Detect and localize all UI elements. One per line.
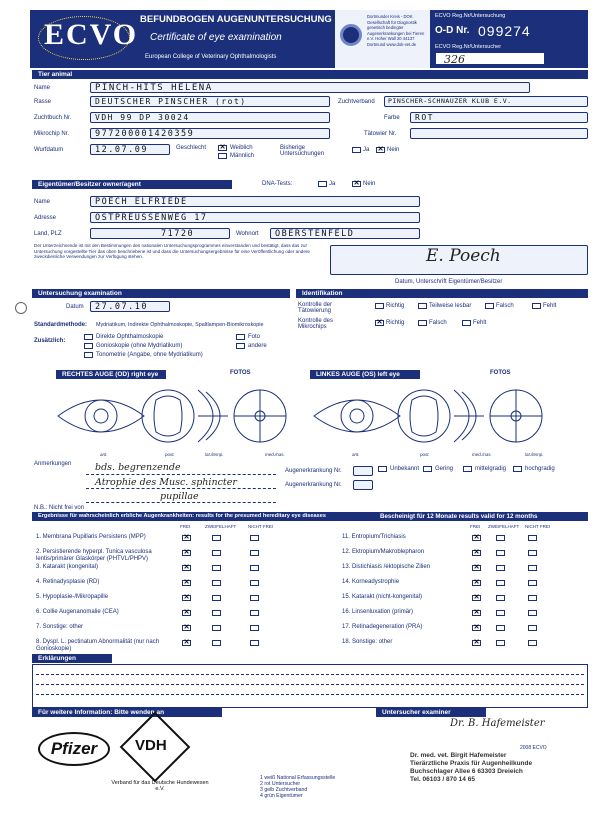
breed-label: Rasse	[34, 99, 52, 105]
result-left-row-3-check-mark: ✕	[183, 564, 190, 571]
chip-field	[90, 128, 330, 139]
result-right-row-8: 18. Sonstige: other	[342, 639, 393, 645]
pfizer-logo	[38, 732, 110, 766]
result-right-row-7-option-2[interactable]	[496, 625, 505, 631]
left-eye-med: lat./temp.	[525, 452, 544, 457]
section-further: Für weitere Information: Bitte wenden an	[32, 708, 222, 717]
copy-3: 3 gelb Zuchtverband	[260, 787, 308, 793]
result-left-row-5-check-mark: ✕	[183, 594, 190, 601]
female-check-mark: ✕	[219, 144, 226, 151]
remarks-line-1	[86, 474, 276, 475]
female-label: Weiblich	[230, 145, 253, 151]
star-ring-icon	[38, 16, 130, 60]
moderate-checkbox[interactable]	[463, 466, 472, 472]
tattoo-check-label: Kontrolle der Tätowierung	[298, 302, 333, 314]
result-right-row-8-check-mark: ✕	[473, 639, 480, 646]
result-right-row-8-option-2[interactable]	[496, 640, 505, 646]
colour: ROT	[415, 113, 434, 122]
result-right-row-3: 13. Distichiasis /ektopische Zilien	[342, 564, 431, 570]
examiner-tel: Tel. 06103 / 870 14 65	[410, 776, 475, 783]
result-left-row-7-option-2[interactable]	[212, 625, 221, 631]
result-left-row-8-option-3[interactable]	[250, 640, 259, 646]
left-eye-ant: ant.	[352, 452, 360, 457]
reg-label-2: ECVO Reg.Nr/Untersucher	[435, 44, 502, 50]
section-explain: Erklärungen interpretation	[32, 654, 112, 663]
footer-year: 2008 ECVO	[520, 745, 547, 751]
result-right-row-8-option-3[interactable]	[528, 640, 537, 646]
city: OBERSTENFELD	[275, 229, 355, 239]
remarks-line-3	[86, 502, 276, 503]
remarks-line-2	[86, 488, 276, 489]
result-right-row-3-option-2[interactable]	[496, 565, 505, 571]
section-valid: Bescheinigt für 12 Monate results valid for 12 months	[380, 513, 538, 520]
address-field	[90, 212, 420, 223]
copy-1: 1 weiß National Erfassungsstelle	[260, 775, 336, 781]
country-label: Land, PLZ	[34, 231, 62, 237]
result-left-row-6-option-2[interactable]	[212, 610, 221, 616]
col-notfree-r: NICHT FREI	[525, 524, 551, 529]
dok-panel	[335, 10, 430, 68]
city-field	[270, 228, 420, 239]
result-left-row-3-option-2[interactable]	[212, 565, 221, 571]
owner-name: POECH ELFRIEDE	[95, 197, 188, 207]
animal-name-field	[90, 82, 530, 93]
result-right-row-2-option-3[interactable]	[528, 550, 537, 556]
section-animal: Tier animal	[32, 70, 588, 79]
explain-line-2	[36, 684, 584, 685]
section-identity: Identifikation	[296, 289, 588, 298]
tattoo-wrong-checkbox[interactable]	[485, 303, 494, 309]
declaration-text: Der Unterzeichnende ist mit den Bestimmungen des nationalen Untersuchungsprogrammes einverstanden und bestätigt, dass das zur Untersuchung vorgestellte Tier das oben beschriebene ist und dass die Untersuchungsergebnisse für eine Veröffentlichung oder andere zweckdienliche Verwendungen zur Verfügung stehen.	[34, 243, 310, 260]
result-left-row-2-option-2[interactable]	[212, 550, 221, 556]
result-left-row-4-option-2[interactable]	[212, 580, 221, 586]
result-left-row-2-option-3[interactable]	[250, 550, 259, 556]
disease-label-2: Augenerkrankung Nr.	[285, 482, 342, 488]
animal-name: PINCH-HITS HELENA	[95, 83, 213, 93]
studbook-field	[90, 112, 330, 123]
owner-signature-box	[330, 245, 588, 275]
severe-label: hochgradig	[525, 466, 555, 472]
result-left-row-6-option-3[interactable]	[250, 610, 259, 616]
header-college: European College of Veterinary Ophthalmologists	[145, 54, 277, 60]
breed-field	[90, 96, 330, 107]
result-left-row-6-check-mark: ✕	[183, 609, 190, 616]
result-right-row-1: 11. Entropium/Trichiasis	[342, 534, 406, 540]
owner-name-field	[90, 196, 420, 207]
reg-box	[435, 52, 545, 65]
right-eye-post: post.	[165, 452, 175, 457]
explain-box	[32, 664, 588, 708]
examiner-name: Dr. med. vet. Birgit Hafemeister	[410, 752, 507, 759]
owner-name-label: Name	[34, 199, 51, 205]
result-left-row-1: 1. Membrana Pupillaris Persistens (MPP)	[36, 534, 146, 540]
chip-wrong-checkbox[interactable]	[418, 320, 427, 326]
explain-line-3	[36, 694, 584, 695]
prev-no-label: Nein	[387, 147, 400, 153]
method-text: Mydriatikum, Indirekte Ophthalmoskopie, Spaltlampen-Biomikroskopie	[96, 322, 264, 328]
opt1-label: Direkte Ophthalmoskopie	[96, 334, 164, 340]
remarks-text-3: pupillae	[160, 491, 199, 502]
chip-wrong-label: Falsch	[429, 320, 447, 326]
dob: 12.07.09	[95, 145, 148, 155]
result-right-row-4: 14. Korneadystrophie	[342, 579, 400, 585]
zip-field	[90, 228, 230, 239]
prev-exam-label: Bisherige Untersuchungen	[280, 145, 325, 157]
examiner-address: Buchschlager Allee 6 63303 Dreieich	[410, 768, 523, 775]
header-title: BEFUNDBOGEN AUGENUNTERSUCHUNG	[140, 14, 332, 25]
colour-field	[410, 112, 588, 123]
tattoo-partly-label: Teilweise lesbar	[429, 303, 472, 309]
breeder-label: Zuchtverband	[338, 99, 375, 105]
remarks-text-1: bds. begrenzende	[95, 462, 181, 473]
result-left-row-4-check-mark: ✕	[183, 579, 190, 586]
male-checkbox[interactable]	[218, 153, 227, 159]
result-left-row-4: 4. Retinadysplasie (RD)	[36, 579, 100, 585]
tattoo-correct-checkbox[interactable]	[375, 303, 384, 309]
sex-label: Geschlecht	[176, 145, 207, 151]
studbook-label: Zuchtbuch Nr.	[34, 115, 72, 121]
result-right-row-3-option-3[interactable]	[528, 565, 537, 571]
result-right-row-4-check-mark: ✕	[473, 579, 480, 586]
left-eye-diagram	[312, 382, 544, 450]
breeder-field	[384, 96, 588, 107]
prev-no-check-mark: ✕	[377, 146, 384, 153]
result-left-row-1-option-2[interactable]	[212, 535, 221, 541]
result-right-row-1-option-2[interactable]	[496, 535, 505, 541]
right-eye-ant: ant.	[100, 452, 108, 457]
disease-label-1: Augenerkrankung Nr.	[285, 468, 342, 474]
right-eye-lat: lat./temp.	[205, 452, 224, 457]
severe-checkbox[interactable]	[513, 466, 522, 472]
punch-hole	[15, 302, 27, 314]
opt3-checkbox[interactable]	[84, 352, 93, 358]
result-left-row-5-option-3[interactable]	[250, 595, 259, 601]
other-checkbox[interactable]	[236, 343, 245, 349]
col-notfree-l: NICHT FREI	[248, 524, 274, 529]
exam-date-label: Datum	[66, 304, 84, 310]
result-left-row-8-option-2[interactable]	[212, 640, 221, 646]
reg-label: ECVO Reg.Nr/Untersuchung	[435, 13, 506, 19]
exam-date: 27.07.10	[95, 302, 148, 312]
result-right-row-2-option-2[interactable]	[496, 550, 505, 556]
photo-label: Foto	[248, 334, 261, 340]
od-number: 099274	[478, 23, 531, 39]
remarks-label: Anmerkungen	[34, 461, 72, 467]
examiner-signature: Dr. B. Hafemeister	[450, 718, 545, 729]
od-label: O-D Nr.	[435, 25, 470, 36]
chip-missing-checkbox[interactable]	[462, 320, 471, 326]
breeder: PINSCHER-SCHNAUZER KLUB E.V.	[388, 97, 512, 105]
result-right-row-7-option-3[interactable]	[528, 625, 537, 631]
colour-label: Farbe	[384, 115, 400, 121]
dna-no-check-mark: ✕	[353, 180, 360, 187]
prev-yes-checkbox[interactable]	[352, 147, 361, 153]
tattoo-missing-checkbox[interactable]	[532, 303, 541, 309]
chip-missing-label: Fehlt	[473, 320, 487, 326]
chip-label: Mikrochip Nr.	[34, 131, 70, 137]
result-right-row-6: 16. Linsenluxation (primär)	[342, 609, 414, 615]
result-right-row-2-check-mark: ✕	[473, 549, 480, 556]
animal-name-label: Name	[34, 85, 51, 91]
dob-field	[90, 144, 170, 155]
section-results: Ergebnisse für wahrscheinlich erbliche Augenkrankheiten: results for the presumed hereditary eye diseases	[32, 512, 588, 521]
result-left-row-6: 6. Collie Augenanomalie (CEA)	[36, 609, 119, 615]
result-left-row-4-option-3[interactable]	[250, 580, 259, 586]
result-right-row-6-option-2[interactable]	[496, 610, 505, 616]
result-left-row-8-check-mark: ✕	[183, 639, 190, 646]
tattoo-missing-label: Fehlt	[543, 303, 557, 309]
zip: 71720	[161, 229, 195, 239]
result-left-row-2-check-mark: ✕	[183, 549, 190, 556]
nb-label: N.B.: Nicht frei von	[34, 505, 85, 511]
opt2-checkbox[interactable]	[84, 343, 93, 349]
result-left-row-1-option-3[interactable]	[250, 535, 259, 541]
result-right-row-7-check-mark: ✕	[473, 624, 480, 631]
additional-label: Zusätzlich:	[34, 338, 66, 344]
explain-line-1	[36, 674, 584, 675]
result-right-row-6-check-mark: ✕	[473, 609, 480, 616]
disease-field-2	[353, 480, 373, 490]
studbook: VDH 99 DP 30024	[95, 113, 190, 122]
dok-text: Dortmunder Kreis - DOK Gesellschaft für Diagnostik genetisch bedingter Augenerkrankungen bei Tieren e.V. Hoher Wall 20 44137 Dortmund www.dok-vet.de	[367, 14, 425, 47]
unknown-label: Unbekannt	[390, 466, 420, 472]
dok-logo-icon	[340, 24, 362, 46]
left-eye-lat: med./nas.	[472, 452, 492, 457]
ecvo-logo: ECVO	[44, 18, 139, 51]
chip: 977200001420359	[95, 129, 195, 139]
section-left-eye: LINKES AUGE (OS) left eye	[310, 370, 420, 379]
dna-no-label: Nein	[363, 181, 376, 187]
examiner-practice: Tierärztliche Praxis für Augenheilkunde	[410, 760, 533, 767]
chip-correct-label: Richtig	[386, 320, 405, 326]
male-label: Männlich	[230, 153, 255, 159]
owner-signature: E. Poech	[426, 246, 501, 266]
dna-yes-label: Ja	[329, 181, 336, 187]
dna-yes-checkbox[interactable]	[318, 181, 327, 187]
photos-label-right: FOTOS	[230, 370, 251, 376]
right-eye-med: med./nas.	[265, 452, 285, 457]
city-label: Wohnort	[236, 231, 259, 237]
header	[30, 10, 588, 68]
tattoo-label: Tätowier Nr.	[364, 131, 397, 137]
result-left-row-8: 8. Dyspl. L. pectinatum Abnormalität (nur nach Gonioskopie)	[36, 639, 160, 652]
result-right-row-7: 17. Retinadegeneration (PRA)	[342, 624, 423, 630]
result-left-row-3: 3. Katarakt (kongenital)	[36, 564, 99, 570]
opt3-label: Tonometrie (Angabe, ohne Mydriatikum)	[96, 352, 203, 358]
tattoo-field	[410, 128, 588, 139]
vdh-caption: Verband für das Deutsche Hundewesen e.V.	[111, 780, 209, 792]
result-left-row-2: 2. Persistierende hyperpl. Tunica vasculosa lentis/primärer Glaskörper (PHTVL/PHPV)	[36, 549, 152, 562]
reg-handwritten: 326	[444, 53, 465, 66]
result-right-row-5-option-2[interactable]	[496, 595, 505, 601]
tattoo-partly-checkbox[interactable]	[418, 303, 427, 309]
result-left-row-7-check-mark: ✕	[183, 624, 190, 631]
pfizer-text: Pfizer	[50, 739, 98, 758]
slight-checkbox[interactable]	[423, 466, 432, 472]
result-left-row-3-option-3[interactable]	[250, 565, 259, 571]
chip-check-label: Kontrolle des Mikrochips	[298, 318, 334, 330]
opt1-checkbox[interactable]	[84, 334, 93, 340]
remarks-text-2: Atrophie des Musc. sphincter	[95, 477, 237, 488]
exam-date-field	[90, 301, 170, 312]
moderate-label: mittelgradig	[475, 466, 507, 472]
breed: DEUTSCHER PINSCHER (rot)	[95, 97, 247, 106]
vdh-text: VDH	[135, 737, 167, 754]
tattoo-wrong-label: Falsch	[496, 303, 514, 309]
result-right-row-1-check-mark: ✕	[473, 534, 480, 541]
tattoo-correct-label: Richtig	[386, 303, 405, 309]
examiner-stamp	[410, 752, 588, 784]
col-free-r: FREI	[470, 524, 481, 529]
result-right-row-4-option-2[interactable]	[496, 580, 505, 586]
col-doubt-l: ZWEIFELHAFT	[205, 524, 237, 529]
opt2-label: Gonioskopie (ohne Mydriatikum)	[96, 343, 183, 349]
result-right-row-5-option-3[interactable]	[528, 595, 537, 601]
result-right-row-5: 15. Katarakt (nicht-kongenital)	[342, 594, 423, 600]
result-left-row-5-option-2[interactable]	[212, 595, 221, 601]
result-right-row-5-check-mark: ✕	[473, 594, 480, 601]
right-eye-diagram	[56, 382, 288, 450]
header-subtitle: Certificate of eye examination	[150, 32, 282, 43]
dob-label: Wurfdatum	[34, 147, 64, 153]
owner-signature-label: Datum, Unterschrift Eigentümer/Besitzer	[395, 279, 503, 285]
address: OSTPREUSSENWEG 17	[95, 213, 208, 223]
result-right-row-1-option-3[interactable]	[528, 535, 537, 541]
other-label: andere	[248, 343, 267, 349]
section-right-eye: RECHTES AUGE (OD) right eye	[56, 370, 166, 379]
result-left-row-1-check-mark: ✕	[183, 534, 190, 541]
chip-correct-check-mark: ✕	[376, 319, 383, 326]
left-eye-post: post.	[420, 452, 430, 457]
result-right-row-4-option-3[interactable]	[528, 580, 537, 586]
photos-label-left: FOTOS	[490, 370, 511, 376]
section-examiner: Untersucher examiner	[376, 708, 486, 717]
copies-list	[260, 775, 335, 799]
slight-label: Gering	[435, 466, 454, 472]
result-left-row-7: 7. Sonstige: other	[36, 624, 84, 630]
disease-field-1	[353, 466, 373, 476]
result-left-row-5: 5. Hypoplasie-/Mikropapille	[36, 594, 109, 600]
result-right-row-2: 12. Ektropium/Makroblepharon	[342, 549, 425, 555]
dna-label: DNA-Tests:	[262, 181, 293, 187]
section-exam: Untersuchung examination	[32, 289, 290, 298]
unknown-checkbox[interactable]	[378, 466, 387, 472]
copy-2: 2 rot Untersucher	[260, 781, 301, 787]
result-right-row-3-check-mark: ✕	[473, 564, 480, 571]
col-doubt-r: ZWEIFELHAFT	[488, 524, 520, 529]
photo-checkbox[interactable]	[236, 334, 245, 340]
prev-yes-label: Ja	[363, 147, 370, 153]
col-free-l: FREI	[180, 524, 191, 529]
section-owner: Eigentümer/Besitzer owner/agent	[32, 180, 232, 189]
result-right-row-6-option-3[interactable]	[528, 610, 537, 616]
address-label: Adresse	[34, 215, 57, 221]
copy-4: 4 grün Eigentümer	[260, 793, 303, 799]
method-label: Standardmethode:	[34, 322, 88, 328]
result-left-row-7-option-3[interactable]	[250, 625, 259, 631]
